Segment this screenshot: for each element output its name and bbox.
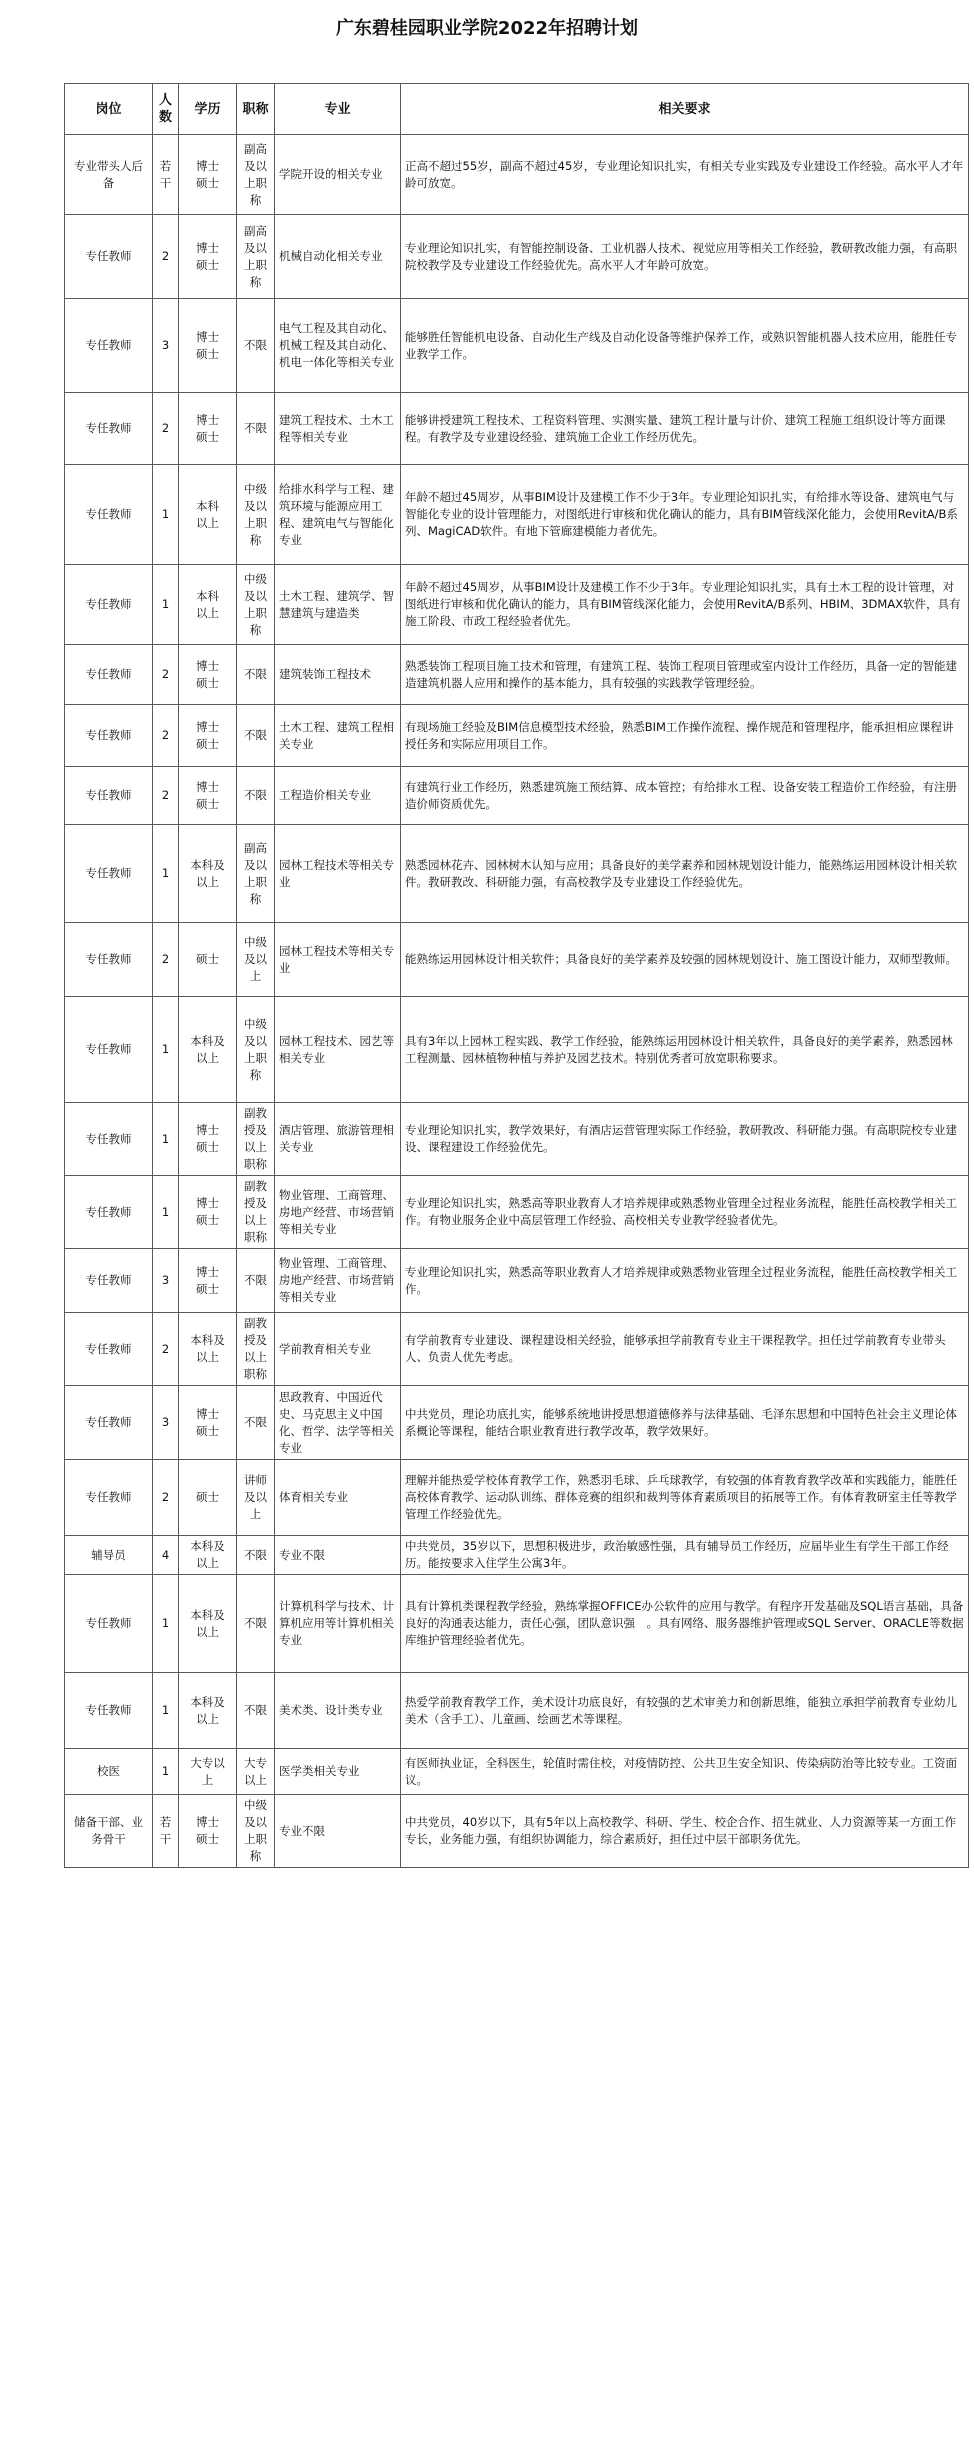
cell-education: 本科及 以上 [179, 825, 237, 923]
header-title: 职称 [237, 84, 275, 135]
cell-title: 不限 [237, 767, 275, 825]
cell-count: 4 [153, 1536, 179, 1575]
table-row [65, 1103, 969, 1176]
cell-major: 土木工程、建筑工程相关专业 [275, 705, 401, 767]
cell-major: 建筑工程技术、土木工程等相关专业 [275, 393, 401, 465]
cell-education: 博士 硕士 [179, 1795, 237, 1868]
table-row [65, 997, 969, 1103]
cell-title: 不限 [237, 705, 275, 767]
cell-position: 专任教师 [65, 1103, 153, 1176]
cell-requirements: 能熟练运用园林设计相关软件；具备良好的美学素养及较强的园林规划设计、施工图设计能力，双师型教师。 [401, 923, 969, 997]
table-body [65, 135, 969, 1868]
cell-requirements: 年龄不超过45周岁，从事BIM设计及建模工作不少于3年。专业理论知识扎实，具有土木工程的设计管理，对图纸进行审核和优化确认的能力，具有BIM管线深化能力，会使用RevitA/B系列、HBIM、3DMAX软件，具有施工阶段、市政工程经验者优先。 [401, 565, 969, 645]
recruitment-table [64, 83, 969, 1868]
table-row [65, 565, 969, 645]
cell-education: 本科及 以上 [179, 1536, 237, 1575]
cell-title: 不限 [237, 1386, 275, 1460]
cell-title: 副高及以上职称 [237, 135, 275, 215]
cell-position: 专任教师 [65, 645, 153, 705]
table-row [65, 135, 969, 215]
cell-requirements: 中共党员，理论功底扎实，能够系统地讲授思想道德修养与法律基础、毛泽东思想和中国特色社会主义理论体系概论等课程，能结合职业教育进行教学改革，教学效果好。 [401, 1386, 969, 1460]
cell-position: 专任教师 [65, 1313, 153, 1386]
cell-title: 不限 [237, 1536, 275, 1575]
cell-position: 专任教师 [65, 1460, 153, 1536]
cell-education: 博士 硕士 [179, 705, 237, 767]
cell-education: 硕士 [179, 923, 237, 997]
cell-count: 若干 [153, 1795, 179, 1868]
cell-requirements: 能够讲授建筑工程技术、工程资料管理、实测实量、建筑工程计量与计价、建筑工程施工组织设计等方面课程。有教学及专业建设经验、建筑施工企业工作经历优先。 [401, 393, 969, 465]
cell-major: 土木工程、建筑学、智慧建筑与建造类 [275, 565, 401, 645]
cell-major: 电气工程及其自动化、机械工程及其自动化、机电一体化等相关专业 [275, 299, 401, 393]
table-row [65, 1673, 969, 1749]
cell-requirements: 专业理论知识扎实，熟悉高等职业教育人才培养规律或熟悉物业管理全过程业务流程，能胜任高校教学相关工作。有物业服务企业中高层管理工作经验、高校相关专业教学经验者优先。 [401, 1176, 969, 1249]
cell-position: 专任教师 [65, 1176, 153, 1249]
cell-title: 副教授及以上职称 [237, 1176, 275, 1249]
cell-position: 专任教师 [65, 997, 153, 1103]
table-row [65, 825, 969, 923]
cell-education: 大专以 上 [179, 1749, 237, 1795]
table-row [65, 1536, 969, 1575]
header-requirements: 相关要求 [401, 84, 969, 135]
cell-requirements: 中共党员，35岁以下，思想积极进步，政治敏感性强，具有辅导员工作经历，应届毕业生有学生干部工作经历。能按要求入住学生公寓3年。 [401, 1536, 969, 1575]
cell-title: 不限 [237, 645, 275, 705]
cell-title: 不限 [237, 299, 275, 393]
cell-count: 2 [153, 1313, 179, 1386]
table-row [65, 1386, 969, 1460]
cell-count: 2 [153, 1460, 179, 1536]
cell-title: 副高及以上职称 [237, 825, 275, 923]
table-row [65, 923, 969, 997]
cell-count: 2 [153, 645, 179, 705]
cell-count: 2 [153, 705, 179, 767]
cell-count: 3 [153, 1386, 179, 1460]
cell-title: 不限 [237, 393, 275, 465]
cell-major: 机械自动化相关专业 [275, 215, 401, 299]
cell-requirements: 中共党员，40岁以下，具有5年以上高校教学、科研、学生、校企合作、招生就业、人力资源等某一方面工作专长，业务能力强，有组织协调能力，综合素质好，担任过中层干部职务优先。 [401, 1795, 969, 1868]
cell-position: 专任教师 [65, 767, 153, 825]
cell-title: 不限 [237, 1575, 275, 1673]
cell-position: 专任教师 [65, 923, 153, 997]
cell-major: 专业不限 [275, 1536, 401, 1575]
cell-major: 园林工程技术等相关专业 [275, 923, 401, 997]
cell-title: 大专以上 [237, 1749, 275, 1795]
table-row [65, 1749, 969, 1795]
cell-education: 本科及 以上 [179, 1673, 237, 1749]
cell-requirements: 熟悉园林花卉、园林树木认知与应用；具备良好的美学素养和园林规划设计能力，能熟练运用园林设计相关软件。教研教改、科研能力强，有高校教学及专业建设工作经验优先。 [401, 825, 969, 923]
document-title: 广东碧桂园职业学院2022年招聘计划 [335, 18, 639, 39]
cell-title: 中级及以上职称 [237, 565, 275, 645]
cell-title: 中级及以上职称 [237, 465, 275, 565]
cell-count: 2 [153, 767, 179, 825]
cell-position: 专任教师 [65, 1575, 153, 1673]
cell-education: 博士 硕士 [179, 1176, 237, 1249]
cell-education: 本科及 以上 [179, 997, 237, 1103]
cell-requirements: 年龄不超过45周岁，从事BIM设计及建模工作不少于3年。专业理论知识扎实，有给排水等设备、建筑电气与智能化专业的设计管理能力，对图纸进行审核和优化确认的能力，具有BIM管线深化能力，会使用RevitA/B系列、MagiCAD软件。有地下管廊建模能力者优先。 [401, 465, 969, 565]
cell-education: 博士 硕士 [179, 299, 237, 393]
cell-count: 1 [153, 1103, 179, 1176]
table-row [65, 215, 969, 299]
cell-title: 中级及以上 [237, 923, 275, 997]
table-row [65, 1249, 969, 1313]
cell-count: 1 [153, 465, 179, 565]
cell-count: 3 [153, 299, 179, 393]
cell-major: 专业不限 [275, 1795, 401, 1868]
cell-education: 本科 以上 [179, 565, 237, 645]
cell-requirements: 熟悉装饰工程项目施工技术和管理，有建筑工程、装饰工程项目管理或室内设计工作经历，具备一定的智能建造建筑机器人应用和操作的基本能力，具有较强的实践教学管理经验。 [401, 645, 969, 705]
cell-title: 不限 [237, 1673, 275, 1749]
cell-requirements: 有学前教育专业建设、课程建设相关经验，能够承担学前教育专业主干课程教学。担任过学前教育专业带头人、负责人优先考虑。 [401, 1313, 969, 1386]
cell-education: 博士 硕士 [179, 135, 237, 215]
table-row [65, 1795, 969, 1868]
cell-count: 1 [153, 997, 179, 1103]
cell-requirements: 正高不超过55岁，副高不超过45岁，专业理论知识扎实，有相关专业实践及专业建设工作经验。高水平人才年龄可放宽。 [401, 135, 969, 215]
cell-major: 美术类、设计类专业 [275, 1673, 401, 1749]
cell-requirements: 热爱学前教育教学工作，美术设计功底良好，有较强的艺术审美力和创新思维，能独立承担学前教育专业幼儿美术（含手工）、儿童画、绘画艺术等课程。 [401, 1673, 969, 1749]
cell-count: 2 [153, 215, 179, 299]
cell-position: 专任教师 [65, 465, 153, 565]
cell-title: 副教授及以上职称 [237, 1103, 275, 1176]
cell-major: 物业管理、工商管理、房地产经营、市场营销等相关专业 [275, 1176, 401, 1249]
header-position: 岗位 [65, 84, 153, 135]
table-row [65, 465, 969, 565]
cell-major: 学院开设的相关专业 [275, 135, 401, 215]
cell-education: 博士 硕士 [179, 1386, 237, 1460]
cell-position: 专任教师 [65, 705, 153, 767]
cell-major: 酒店管理、旅游管理相关专业 [275, 1103, 401, 1176]
cell-position: 专任教师 [65, 215, 153, 299]
cell-requirements: 具有计算机类课程教学经验，熟练掌握OFFICE办公软件的应用与教学。有程序开发基础及SQL语言基础，具备良好的沟通表达能力，责任心强，团队意识强 。具有网络、服务器维护管理或SQL Server、ORACLE等数据库维护管理经验者优先。 [401, 1575, 969, 1673]
cell-major: 计算机科学与技术、计算机应用等计算机相关专业 [275, 1575, 401, 1673]
cell-education: 博士 硕士 [179, 215, 237, 299]
cell-education: 本科及 以上 [179, 1313, 237, 1386]
cell-position: 专任教师 [65, 1673, 153, 1749]
header-count: 人数 [153, 84, 179, 135]
cell-requirements: 能够胜任智能机电设备、自动化生产线及自动化设备等维护保养工作，或熟识智能机器人技术应用，能胜任专业教学工作。 [401, 299, 969, 393]
cell-count: 若干 [153, 135, 179, 215]
cell-count: 2 [153, 923, 179, 997]
cell-major: 给排水科学与工程、建筑环境与能源应用工程、建筑电气与智能化专业 [275, 465, 401, 565]
cell-count: 3 [153, 1249, 179, 1313]
table-row [65, 393, 969, 465]
cell-major: 体育相关专业 [275, 1460, 401, 1536]
cell-major: 物业管理、工商管理、房地产经营、市场营销等相关专业 [275, 1249, 401, 1313]
cell-education: 博士 硕士 [179, 1103, 237, 1176]
header-education: 学历 [179, 84, 237, 135]
cell-position: 专任教师 [65, 825, 153, 923]
cell-title: 副高及以上职称 [237, 215, 275, 299]
cell-position: 专任教师 [65, 393, 153, 465]
cell-major: 思政教育、中国近代史、马克思主义中国化、哲学、法学等相关专业 [275, 1386, 401, 1460]
cell-title: 副教授及以上职称 [237, 1313, 275, 1386]
table-row [65, 299, 969, 393]
cell-title: 中级及以上职称 [237, 1795, 275, 1868]
cell-education: 本科及 以上 [179, 1575, 237, 1673]
cell-position: 专任教师 [65, 565, 153, 645]
cell-major: 医学类相关专业 [275, 1749, 401, 1795]
cell-requirements: 专业理论知识扎实，熟悉高等职业教育人才培养规律或熟悉物业管理全过程业务流程，能胜任高校教学相关工作。 [401, 1249, 969, 1313]
cell-position: 专任教师 [65, 1249, 153, 1313]
cell-requirements: 专业理论知识扎实，教学效果好，有酒店运营管理实际工作经验，教研教改、科研能力强。有高职院校专业建设、课程建设工作经验优先。 [401, 1103, 969, 1176]
table-row [65, 645, 969, 705]
cell-requirements: 有医师执业证，全科医生，轮值时需住校，对疫情防控、公共卫生安全知识、传染病防治等比较专业。工资面议。 [401, 1749, 969, 1795]
table-row [65, 1313, 969, 1386]
cell-count: 1 [153, 1749, 179, 1795]
cell-major: 学前教育相关专业 [275, 1313, 401, 1386]
cell-education: 博士 硕士 [179, 1249, 237, 1313]
cell-title: 中级及以上职称 [237, 997, 275, 1103]
cell-requirements: 专业理论知识扎实，有智能控制设备、工业机器人技术、视觉应用等相关工作经验，教研教改能力强，有高职院校教学及专业建设工作经验优先。高水平人才年龄可放宽。 [401, 215, 969, 299]
cell-count: 1 [153, 565, 179, 645]
table-row [65, 1575, 969, 1673]
cell-education: 博士 硕士 [179, 645, 237, 705]
cell-education: 本科 以上 [179, 465, 237, 565]
cell-count: 1 [153, 1575, 179, 1673]
cell-position: 储备干部、业务骨干 [65, 1795, 153, 1868]
cell-education: 博士 硕士 [179, 393, 237, 465]
cell-count: 1 [153, 1176, 179, 1249]
cell-education: 硕士 [179, 1460, 237, 1536]
cell-major: 建筑装饰工程技术 [275, 645, 401, 705]
cell-count: 1 [153, 1673, 179, 1749]
cell-count: 2 [153, 393, 179, 465]
cell-position: 专任教师 [65, 299, 153, 393]
cell-requirements: 有建筑行业工作经历，熟悉建筑施工预结算、成本管控；有给排水工程、设备安装工程造价工作经验，有注册造价师资质优先。 [401, 767, 969, 825]
cell-education: 博士 硕士 [179, 767, 237, 825]
table-row [65, 1460, 969, 1536]
cell-major: 园林工程技术、园艺等相关专业 [275, 997, 401, 1103]
table-row [65, 767, 969, 825]
cell-position: 专任教师 [65, 1386, 153, 1460]
cell-count: 1 [153, 825, 179, 923]
table-row [65, 705, 969, 767]
cell-position: 辅导员 [65, 1536, 153, 1575]
cell-major: 园林工程技术等相关专业 [275, 825, 401, 923]
cell-major: 工程造价相关专业 [275, 767, 401, 825]
cell-requirements: 具有3年以上园林工程实践、教学工作经验，能熟练运用园林设计相关软件，具备良好的美学素养，熟悉园林工程测量、园林植物种植与养护及园艺技术。特别优秀者可放宽职称要求。 [401, 997, 969, 1103]
table-row [65, 1176, 969, 1249]
cell-position: 校医 [65, 1749, 153, 1795]
cell-requirements: 理解并能热爱学校体育教学工作，熟悉羽毛球、乒乓球教学，有较强的体育教育教学改革和实践能力，能胜任高校体育教学、运动队训练、群体竞赛的组织和裁判等体育素质项目的拓展等工作。有体育教研室主任等教学管理工作经验优先。 [401, 1460, 969, 1536]
header-major: 专业 [275, 84, 401, 135]
cell-requirements: 有现场施工经验及BIM信息模型技术经验，熟悉BIM工作操作流程、操作规范和管理程序，能承担相应课程讲授任务和实际应用项目工作。 [401, 705, 969, 767]
cell-title: 不限 [237, 1249, 275, 1313]
cell-title: 讲师及以上 [237, 1460, 275, 1536]
table-header-row [65, 84, 969, 135]
cell-position: 专业带头人后备 [65, 135, 153, 215]
